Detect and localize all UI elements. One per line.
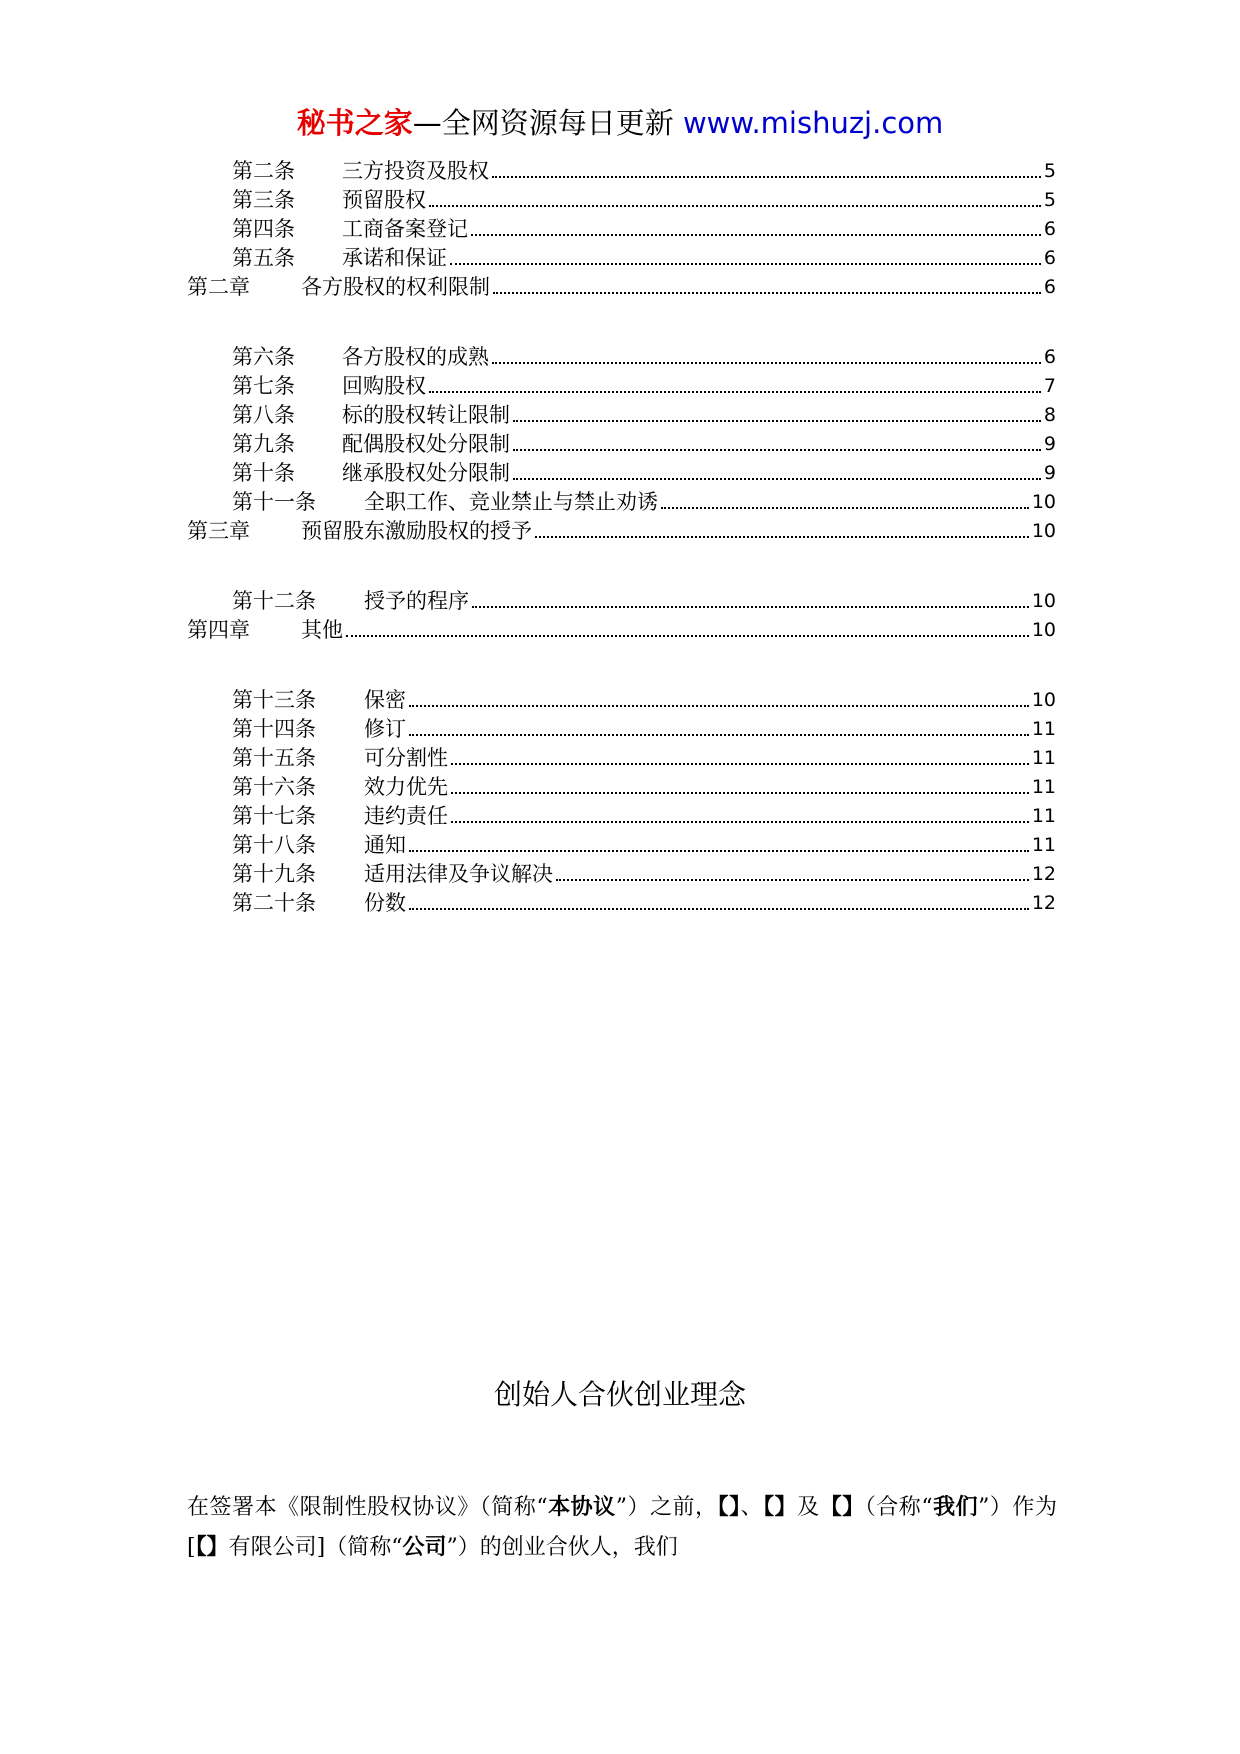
toc-entry-title: 其他 (301, 618, 343, 642)
toc-dot-leader (535, 536, 1029, 538)
toc-entry-page: 9 (1043, 433, 1056, 455)
toc-entry-number: 第四章 (187, 618, 250, 642)
toc-entry-number: 第十一条 (232, 490, 316, 514)
toc-dot-leader (409, 908, 1029, 910)
toc-entry-title: 配偶股权处分限制 (342, 432, 510, 456)
toc-entry[interactable] (232, 185, 1056, 215)
toc-entry-page: 6 (1043, 346, 1056, 368)
toc-dot-leader (409, 850, 1029, 852)
toc-entry-page: 6 (1043, 247, 1056, 269)
toc-entry-page: 10 (1031, 689, 1056, 711)
toc-entry-number: 第十七条 (232, 804, 316, 828)
toc-entry-page: 6 (1043, 276, 1056, 298)
toc-entry[interactable] (232, 888, 1056, 918)
toc-entry-page: 5 (1043, 160, 1056, 182)
paragraph-text: 、 (740, 1495, 764, 1520)
toc-entry-number: 第十条 (232, 461, 295, 485)
toc-entry-number: 第十五条 (232, 746, 316, 770)
toc-entry-title: 继承股权处分限制 (342, 461, 510, 485)
toc-entry-title: 标的股权转让限制 (342, 403, 510, 427)
toc-dot-leader (556, 879, 1029, 881)
toc-entry[interactable] (232, 586, 1056, 616)
paragraph-text: 有限公司]（简称“ (228, 1535, 403, 1560)
toc-dot-leader (451, 792, 1029, 794)
toc-entry-number: 第七条 (232, 374, 295, 398)
toc-entry-page: 10 (1031, 619, 1056, 641)
header-brand: 秘书之家 (296, 106, 413, 140)
toc-entry-page: 11 (1031, 747, 1056, 769)
toc-dot-leader (451, 821, 1029, 823)
toc-entry[interactable] (232, 429, 1056, 459)
toc-entry-title: 通知 (364, 833, 406, 857)
toc-dot-leader (661, 507, 1029, 509)
header-tagline: —全网资源每日更新 (412, 106, 683, 140)
toc-entry[interactable] (232, 371, 1056, 401)
toc-entry-title: 适用法律及争议解决 (364, 862, 553, 886)
paragraph-bold-term: 我们 (932, 1495, 979, 1520)
toc-entry-number: 第二十条 (232, 891, 316, 915)
paragraph-text: （合称“ (864, 1495, 933, 1520)
toc-entry[interactable] (232, 342, 1056, 372)
paragraph-text: ”）之前， (615, 1495, 718, 1520)
toc-dot-leader (513, 478, 1041, 480)
toc-entry[interactable] (232, 743, 1056, 773)
toc-dot-leader (492, 176, 1041, 178)
paragraph-bold-term: 公司 (402, 1535, 447, 1560)
toc-entry-page: 10 (1031, 491, 1056, 513)
toc-chapter-entry[interactable] (187, 615, 1056, 645)
toc-entry-title: 各方股权的成熟 (342, 345, 489, 369)
toc-dot-leader (472, 606, 1029, 608)
toc-entry[interactable] (232, 830, 1056, 860)
toc-dot-leader (513, 449, 1041, 451)
toc-entry-title: 违约责任 (364, 804, 448, 828)
toc-entry[interactable] (232, 156, 1056, 186)
toc-entry[interactable] (232, 214, 1056, 244)
toc-entry-number: 第二条 (232, 159, 295, 183)
toc-entry-title: 各方股权的权利限制 (301, 275, 490, 299)
toc-entry-page: 11 (1031, 718, 1056, 740)
toc-entry-page: 11 (1031, 776, 1056, 798)
toc-entry-page: 9 (1043, 462, 1056, 484)
toc-entry-number: 第二章 (187, 275, 250, 299)
toc-entry-page: 12 (1031, 863, 1056, 885)
toc-entry-title: 工商备案登记 (342, 217, 468, 241)
toc-chapter-entry[interactable] (187, 272, 1056, 302)
toc-entry-number: 第十八条 (232, 833, 316, 857)
paragraph-text: ”）作为[ (187, 1495, 1057, 1560)
toc-entry-page: 8 (1043, 404, 1056, 426)
toc-entry[interactable] (232, 685, 1056, 715)
paragraph-blank-placeholder: 【】 (819, 1495, 865, 1520)
toc-entry-number: 第十四条 (232, 717, 316, 741)
toc-entry-page: 12 (1031, 892, 1056, 914)
toc-dot-leader (492, 362, 1041, 364)
paragraph-blank-placeholder: 【】 (195, 1535, 229, 1560)
body-paragraph (187, 1488, 1057, 1568)
toc-entry-number: 第四条 (232, 217, 295, 241)
toc-dot-leader (429, 391, 1041, 393)
toc-entry-number: 第十三条 (232, 688, 316, 712)
section-title: 创始人合伙创业理念 (493, 1378, 746, 1411)
paragraph-blank-placeholder: 【】 (763, 1495, 798, 1520)
toc-entry-title: 回购股权 (342, 374, 426, 398)
toc-entry-title: 授予的程序 (364, 589, 469, 613)
toc-entry[interactable] (232, 487, 1056, 517)
toc-entry-number: 第六条 (232, 345, 295, 369)
paragraph-blank-placeholder: 【】 (717, 1495, 741, 1520)
toc-entry-number: 第三条 (232, 188, 295, 212)
toc-entry-page: 5 (1043, 189, 1056, 211)
header-url-link[interactable]: www.mishuzj.com (682, 106, 944, 140)
toc-entry-title: 三方投资及股权 (342, 159, 489, 183)
toc-chapter-entry[interactable] (187, 516, 1056, 546)
toc-entry-number: 第十九条 (232, 862, 316, 886)
toc-entry-page: 11 (1031, 834, 1056, 856)
toc-entry-number: 第十六条 (232, 775, 316, 799)
toc-entry-number: 第三章 (187, 519, 250, 543)
toc-entry[interactable] (232, 772, 1056, 802)
toc-entry-title: 承诺和保证 (342, 246, 447, 270)
toc-entry-page: 6 (1043, 218, 1056, 240)
toc-entry-page: 7 (1043, 375, 1056, 397)
toc-entry-page: 10 (1031, 590, 1056, 612)
toc-dot-leader (493, 292, 1041, 294)
toc-dot-leader (409, 734, 1029, 736)
toc-entry[interactable] (232, 243, 1056, 273)
toc-entry[interactable] (232, 859, 1056, 889)
toc-entry[interactable] (232, 714, 1056, 744)
toc-entry-title: 效力优先 (364, 775, 448, 799)
toc-entry-page: 11 (1031, 805, 1056, 827)
toc-entry[interactable] (232, 458, 1056, 488)
toc-entry-title: 保密 (364, 688, 406, 712)
toc-entry-number: 第十二条 (232, 589, 316, 613)
paragraph-bold-term: 本协议 (547, 1495, 616, 1520)
toc-entry-page: 10 (1031, 520, 1056, 542)
toc-dot-leader (346, 635, 1029, 637)
site-header (0, 103, 1240, 143)
toc-entry-number: 第五条 (232, 246, 295, 270)
toc-entry-title: 预留股东激励股权的授予 (301, 519, 532, 543)
toc-entry-number: 第九条 (232, 432, 295, 456)
paragraph-text: 及 (797, 1495, 820, 1520)
toc-dot-leader (450, 263, 1041, 265)
toc-dot-leader (513, 420, 1041, 422)
toc-entry-title: 可分割性 (364, 746, 448, 770)
toc-dot-leader (409, 705, 1029, 707)
paragraph-text: ”）的创业合伙人，我们 (446, 1535, 678, 1560)
toc-entry-title: 全职工作、竞业禁止与禁止劝诱 (364, 490, 658, 514)
toc-dot-leader (451, 763, 1029, 765)
toc-entry-title: 修订 (364, 717, 406, 741)
toc-entry-number: 第八条 (232, 403, 295, 427)
toc-entry[interactable] (232, 400, 1056, 430)
toc-entry-title: 预留股权 (342, 188, 426, 212)
toc-entry-title: 份数 (364, 891, 406, 915)
toc-dot-leader (429, 205, 1041, 207)
toc-entry[interactable] (232, 801, 1056, 831)
toc-dot-leader (471, 234, 1041, 236)
paragraph-text: 在签署本《限制性股权协议》（简称“ (187, 1495, 548, 1520)
